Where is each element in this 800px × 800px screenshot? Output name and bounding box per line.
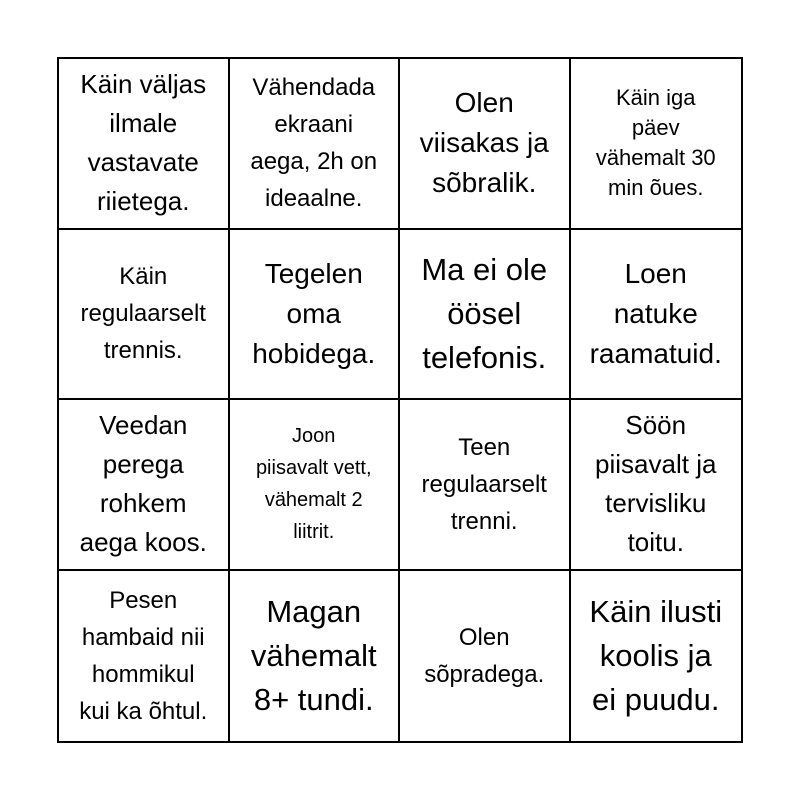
bingo-cell-text: Teen regulaarselt trenni. xyxy=(421,433,547,535)
bingo-cell-text: Loen natuke raamatuid. xyxy=(589,257,722,369)
bingo-cell-r2c1[interactable] xyxy=(59,230,230,401)
bingo-cell-r3c1[interactable] xyxy=(59,400,230,571)
bingo-cell-text: Söön piisavalt ja tervisliku toitu. xyxy=(595,410,717,558)
bingo-cell-r1c1[interactable] xyxy=(59,59,230,230)
bingo-board xyxy=(57,57,743,743)
bingo-cell-text: Käin ilusti koolis ja ei puudu. xyxy=(589,593,723,717)
bingo-cell-text: Käin regulaarselt trennis. xyxy=(80,263,206,365)
bingo-cell-r3c4[interactable] xyxy=(571,400,742,571)
bingo-cell-r4c4[interactable] xyxy=(571,571,742,742)
bingo-cell-r1c4[interactable] xyxy=(571,59,742,230)
bingo-cell-r1c2[interactable] xyxy=(230,59,401,230)
bingo-cell-text: Pesen hambaid nii hommikul kui ka õhtul. xyxy=(79,586,208,725)
bingo-cell-text: Olen viisakas ja sõbralik. xyxy=(419,87,549,199)
bingo-cell-text: Ma ei ole öösel telefonis. xyxy=(421,251,548,375)
bingo-cell-text: Olen sõpradega. xyxy=(424,623,545,688)
bingo-cell-text: Käin iga päev vähemalt 30 min õues. xyxy=(595,85,716,201)
bingo-cell-r2c3[interactable] xyxy=(400,230,571,401)
bingo-cell-text: Vähendada ekraani aega, 2h on ideaalne. xyxy=(250,74,378,213)
bingo-cell-text: Käin väljas ilmale vastavate riietega. xyxy=(80,69,207,217)
bingo-cell-r3c2[interactable] xyxy=(230,400,401,571)
bingo-cell-r4c1[interactable] xyxy=(59,571,230,742)
bingo-cell-r3c3[interactable] xyxy=(400,400,571,571)
bingo-cell-text: Veedan perega rohkem aega koos. xyxy=(79,410,207,558)
bingo-cell-r2c4[interactable] xyxy=(571,230,742,401)
bingo-cell-text: Joon piisavalt vett, vähemalt 2 liitrit. xyxy=(255,425,372,544)
bingo-cell-text: Tegelen oma hobidega. xyxy=(252,257,376,369)
bingo-cell-r4c2[interactable] xyxy=(230,571,401,742)
bingo-cell-r2c2[interactable] xyxy=(230,230,401,401)
bingo-cell-text: Magan vähemalt 8+ tundi. xyxy=(250,593,377,717)
bingo-cell-r4c3[interactable] xyxy=(400,571,571,742)
bingo-cell-r1c3[interactable] xyxy=(400,59,571,230)
